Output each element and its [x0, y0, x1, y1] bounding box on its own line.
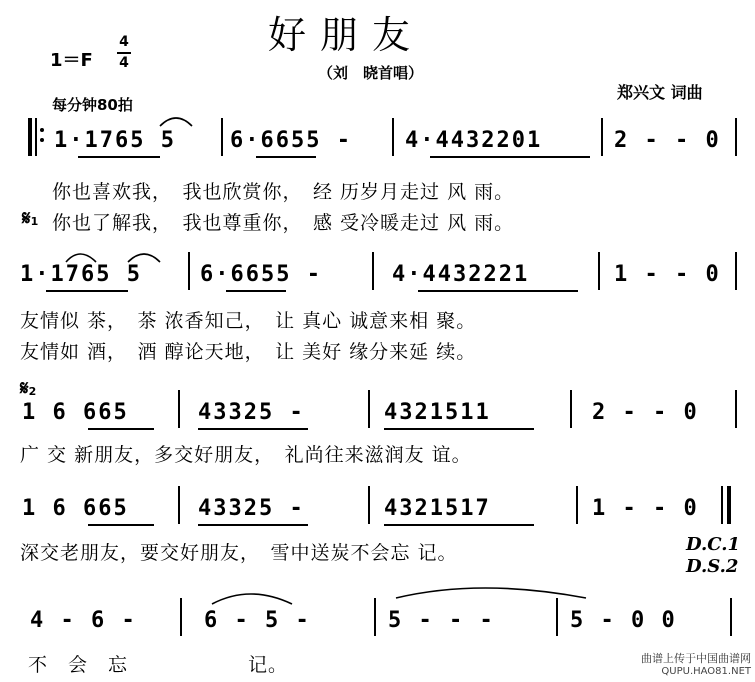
measure-3-3: 4321511: [384, 400, 491, 425]
time-signature-bottom: 4: [119, 55, 129, 71]
time-signature-top: 4: [119, 34, 129, 50]
measure-3-1: 1 6 665: [22, 400, 129, 425]
measure-5-4: 5 - 0 0: [570, 608, 677, 633]
measure-5-1: 4 - 6 -: [30, 608, 137, 633]
measure-1-2: 6·6655 -: [230, 128, 352, 153]
singer-credit: （刘 晓首唱）: [318, 64, 424, 82]
watermark: [641, 652, 751, 678]
tie-arc: [396, 588, 586, 598]
measure-2-4: 1 - - 0: [614, 262, 721, 287]
lyric-2-verse-2: 友情如 酒， 酒 醇论天地， 让 美好 缘分来延 续。: [20, 341, 477, 363]
lyric-2-verse-1: 友情似 茶， 茶 浓香知己， 让 真心 诚意来相 聚。: [20, 310, 477, 332]
measure-1-4: 2 - - 0: [614, 128, 721, 153]
segno-1-icon: 𝄋1: [22, 206, 39, 230]
measure-5-2: 6 - 5 -: [204, 608, 311, 633]
watermark-line2: QUPU.HAO81.NET: [661, 666, 751, 677]
measure-2-1: 1·1765 5: [20, 262, 142, 287]
measure-4-3: 4321517: [384, 496, 491, 521]
lyric-1-verse-1: 你也喜欢我， 我也欣赏你， 经 历岁月走过 风 雨。: [52, 181, 515, 203]
lyric-5: 不 会 忘 记。: [28, 654, 289, 676]
dc-marking: D.C.1: [686, 534, 741, 555]
watermark-line1: 曲谱上传于中国曲谱网: [641, 652, 751, 665]
tie-arc: [212, 594, 292, 604]
tie-arc: [66, 254, 96, 262]
measure-1-3: 4·4432201: [405, 128, 543, 153]
measure-3-4: 2 - - 0: [592, 400, 699, 425]
measure-5-3: 5 - - -: [388, 608, 495, 633]
lyric-1-verse-2: 你也了解我， 我也尊重你， 感 受冷暖走过 风 雨。: [52, 212, 515, 234]
segno-2-icon: 𝄋2: [20, 376, 37, 400]
measure-2-3: 4·4432221: [392, 262, 530, 287]
lyric-3: 广 交 新朋友，多交好朋友， 礼尚往来滋润友 谊。: [20, 444, 472, 466]
song-title: 好朋友: [268, 13, 425, 57]
ds-marking: D.S.2: [686, 556, 739, 577]
tie-arc: [160, 118, 192, 126]
measure-2-2: 6·6655 -: [200, 262, 322, 287]
measure-1-1: 1·1765 5: [54, 128, 176, 153]
tie-arc: [128, 254, 160, 262]
measure-4-1: 1 6 665: [22, 496, 129, 521]
key-signature: 1＝F: [50, 50, 93, 71]
measure-4-4: 1 - - 0: [592, 496, 699, 521]
composer-credit: 郑兴文 词曲: [617, 83, 703, 102]
lyric-4: 深交老朋友，要交好朋友， 雪中送炭不会忘 记。: [20, 542, 458, 564]
tempo-marking: 每分钟80拍: [52, 96, 133, 114]
measure-4-2: 43325 -: [198, 496, 305, 521]
measure-3-2: 43325 -: [198, 400, 305, 425]
